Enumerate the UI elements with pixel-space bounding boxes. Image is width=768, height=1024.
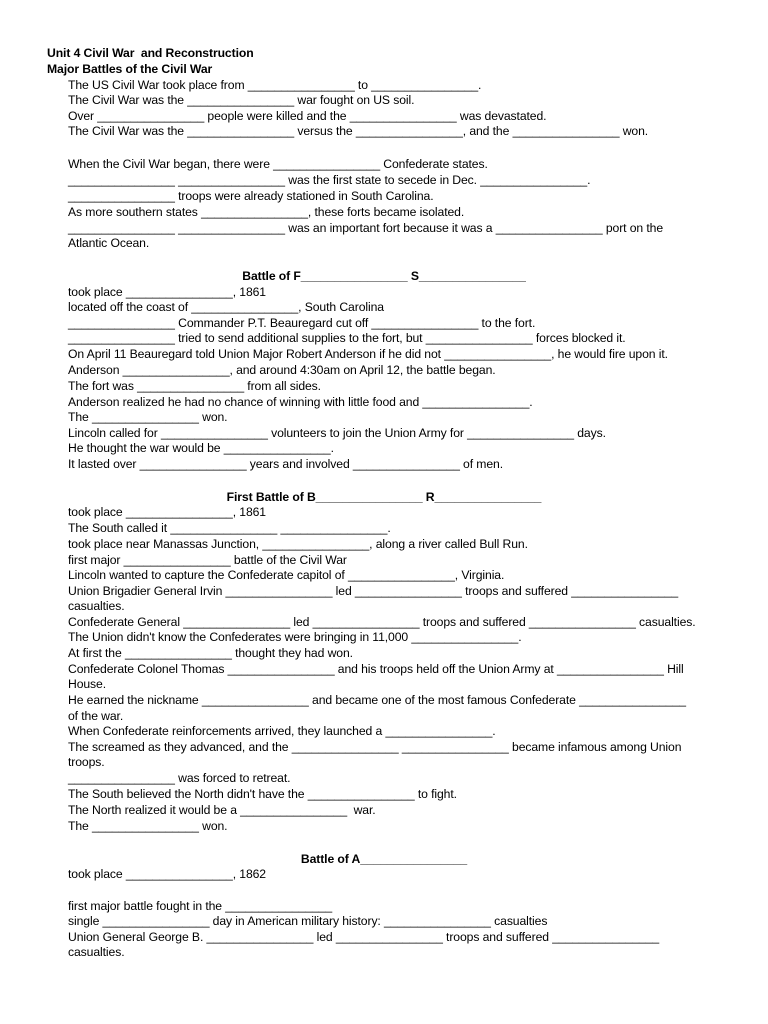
intro-line: The Civil War was the ________________ versus the ________________, and the ________________ won. (68, 124, 649, 138)
section-heading-fort-sumter: Battle of F________________ S________________ (242, 269, 526, 283)
section-line: The fort was ________________ from all sides. (68, 379, 321, 393)
worksheet-subtitle: Major Battles of the Civil War (47, 62, 213, 76)
section-line: Lincoln wanted to capture the Confederate capitol of ________________, Virginia. (68, 568, 505, 582)
section-line: Confederate Colonel Thomas ________________ and his troops held off the Union Army at ________________ Hill (68, 662, 684, 676)
section-line: The South called it ________________ ________________. (68, 521, 391, 535)
section-line: casualties. (68, 599, 125, 613)
intro-line: The Civil War was the ________________ war fought on US soil. (68, 93, 415, 107)
section-line: The ________________ won. (68, 410, 228, 424)
section-line: The Union didn't know the Confederates were bringing in 11,000 ________________. (68, 630, 522, 644)
section-line: ________________ Commander P.T. Beauregard cut off ________________ to the fort. (68, 316, 536, 330)
section-line: Anderson realized he had no chance of winning with little food and ________________. (68, 395, 533, 409)
section-line: When Confederate reinforcements arrived, they launched a ________________. (68, 724, 496, 738)
intro-line: The US Civil War took place from ________________ to ________________. (68, 78, 482, 92)
section-line: The South believed the North didn't have the ________________ to fight. (68, 787, 457, 801)
section-line: He earned the nickname ________________ and became one of the most famous Confederate ________________ (68, 693, 686, 707)
section-line: located off the coast of ________________, South Carolina (68, 300, 384, 314)
section-line: It lasted over ________________ years and involved ________________ of men. (68, 457, 503, 471)
section-line: casualties. (68, 945, 125, 959)
section-line: On April 11 Beauregard told Union Major Robert Anderson if he did not ________________, he would fire upon it. (68, 347, 668, 361)
section-line: first major ________________ battle of the Civil War (68, 553, 347, 567)
section-line: Union General George B. ________________ led ________________ troops and suffered ________________ (68, 930, 660, 944)
section-line: House. (68, 677, 107, 691)
intro-line: Over ________________ people were killed and the ________________ was devastated. (68, 109, 547, 123)
section-line: Anderson ________________, and around 4:30am on April 12, the battle began. (68, 363, 496, 377)
section-line: Lincoln called for ________________ volunteers to join the Union Army for ________________ days. (68, 426, 606, 440)
section-line: The North realized it would be a ________________ war. (68, 803, 376, 817)
section-line: took place ________________, 1861 (68, 285, 266, 299)
section-line: single ________________ day in American military history: ________________ casualties (68, 914, 548, 928)
section-line: ________________ tried to send additional supplies to the fort, but ________________ forces blocked it. (68, 331, 626, 345)
section-line: took place ________________, 1861 (68, 505, 266, 519)
section-line: The screamed as they advanced, and the ________________ ________________ became infamous among Union (68, 740, 682, 754)
section-line: Confederate General ________________ led ________________ troops and suffered ________________ casualties. (68, 615, 696, 629)
section-line: troops. (68, 755, 105, 769)
beginning-line: As more southern states ________________, these forts became isolated. (68, 205, 465, 219)
beginning-line: Atlantic Ocean. (68, 236, 150, 250)
section-heading-bull-run: First Battle of B________________ R________________ (226, 490, 542, 504)
section-line: Union Brigadier General Irvin ________________ led ________________ troops and suffered ________________ (68, 584, 679, 598)
beginning-line: ________________ troops were already stationed in South Carolina. (68, 189, 434, 203)
beginning-line: When the Civil War began, there were ________________ Confederate states. (68, 157, 488, 171)
section-line: He thought the war would be ________________. (68, 441, 334, 455)
unit-title: Unit 4 Civil War and Reconstruction (47, 46, 254, 60)
section-line: of the war. (68, 709, 124, 723)
beginning-line: ________________ ________________ was the first state to secede in Dec. ________________. (68, 173, 591, 187)
section-line: ________________ was forced to retreat. (68, 771, 291, 785)
section-line: took place near Manassas Junction, ________________, along a river called Bull Run. (68, 537, 528, 551)
section-line: took place ________________, 1862 (68, 867, 266, 881)
section-line: first major battle fought in the ________________ (68, 899, 333, 913)
section-line: At first the ________________ thought they had won. (68, 646, 353, 660)
section-line: The ________________ won. (68, 819, 228, 833)
section-heading-antietam: Battle of A________________ (300, 852, 468, 866)
beginning-line: ________________ ________________ was an important fort because it was a ________________ port on the (68, 221, 664, 235)
